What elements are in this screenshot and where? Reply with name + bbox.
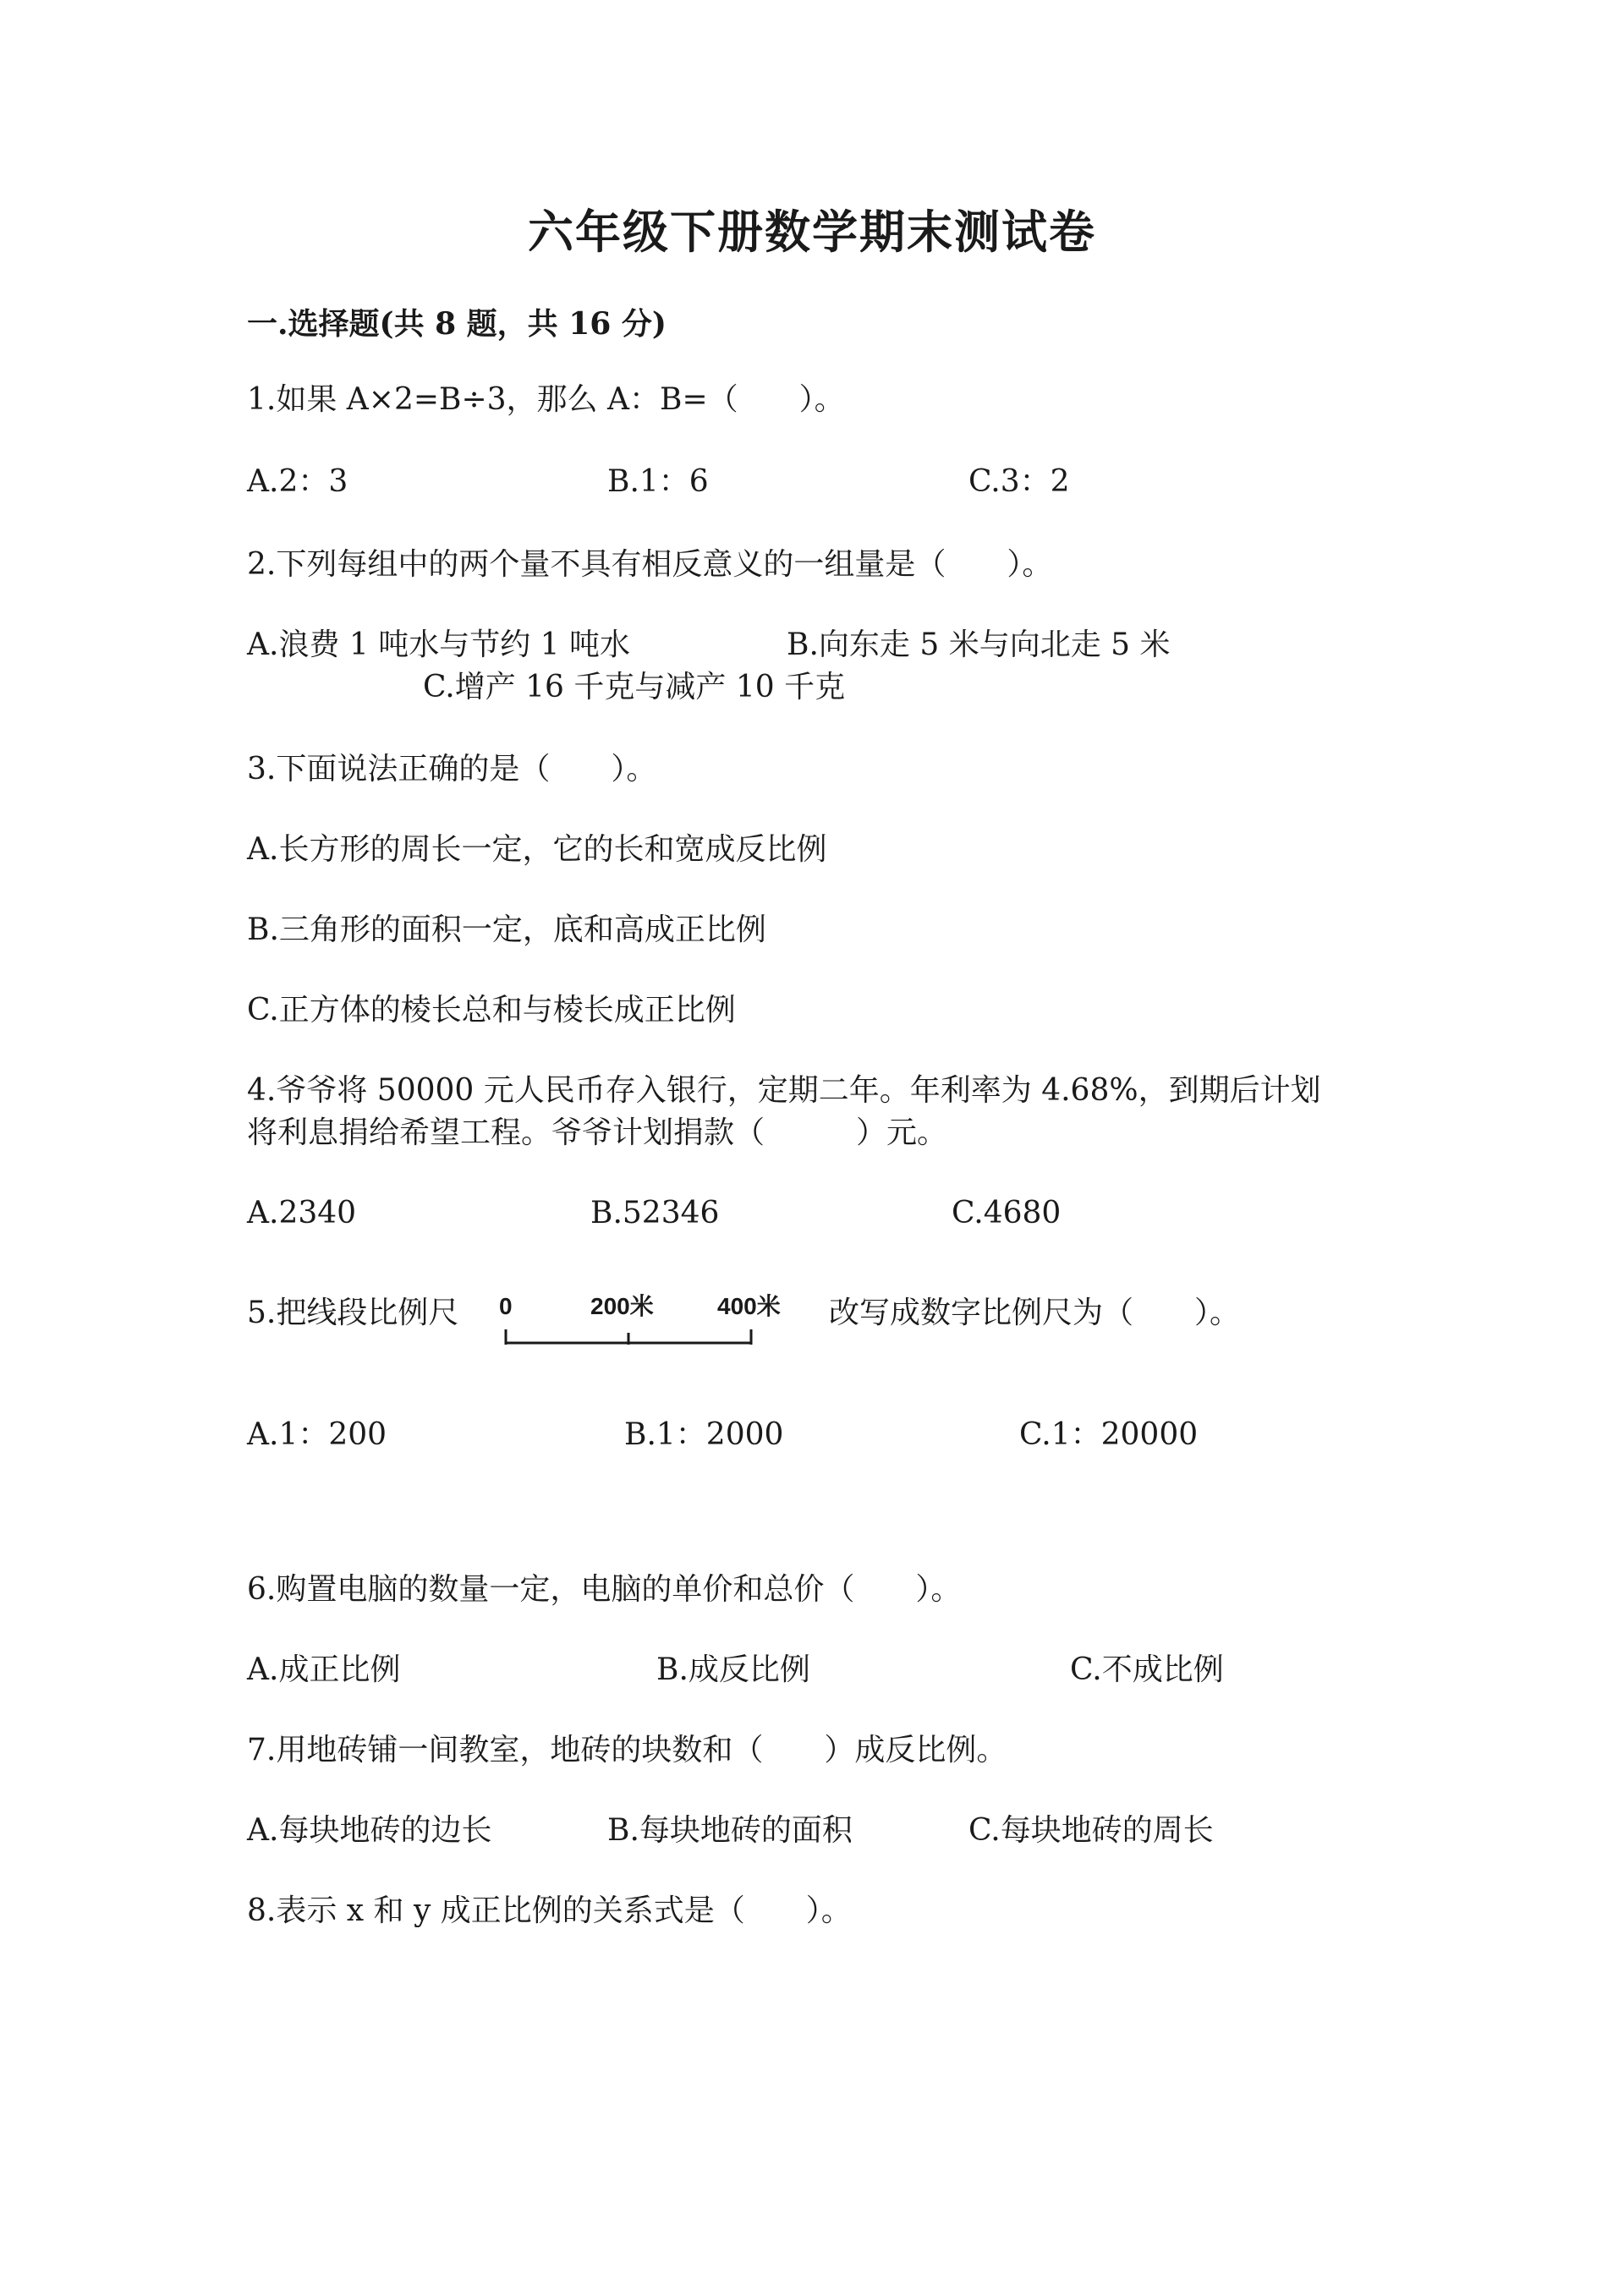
question-number: 8. bbox=[247, 1893, 277, 1928]
question-stem-line-1: 爷爷将 50000 元人民币存入银行，定期二年。年利率为 4.68%，到期后计划 bbox=[276, 1073, 1321, 1108]
option-2c: C.增产 16 千克与减产 10 千克 bbox=[423, 670, 846, 704]
option-3a: A.长方形的周长一定，它的长和宽成反比例 bbox=[247, 832, 827, 867]
question-8 bbox=[247, 1890, 852, 1932]
option-2b: B.向东走 5 米与向北走 5 米 bbox=[787, 627, 1171, 662]
option-7a: A.每块地砖的边长 bbox=[247, 1813, 492, 1848]
question-stem: 用地砖铺一间教室，地砖的块数和（ ）成反比例。 bbox=[276, 1733, 1007, 1767]
scale-label-0: 0 bbox=[499, 1293, 513, 1319]
line-scale-figure bbox=[499, 1287, 804, 1355]
line-scale-svg bbox=[499, 1287, 804, 1355]
scale-label-200: 200米 bbox=[590, 1293, 654, 1319]
option-3c: C.正方体的棱长总和与棱长成正比例 bbox=[247, 993, 736, 1027]
option-7b: B.每块地砖的面积 bbox=[607, 1813, 853, 1848]
option-5c: C.1：20000 bbox=[1019, 1417, 1199, 1452]
question-number: 6. bbox=[247, 1572, 277, 1607]
question-5 bbox=[247, 1292, 458, 1334]
option-5b: B.1：2000 bbox=[624, 1417, 784, 1452]
question-number: 1. bbox=[247, 382, 277, 417]
option-1b: B.1：6 bbox=[607, 464, 709, 499]
question-stem: 下面说法正确的是（ ）。 bbox=[276, 752, 657, 786]
question-4-continued: 将利息捐给希望工程。爷爷计划捐款（ ）元。 bbox=[247, 1115, 948, 1150]
option-6c: C.不成比例 bbox=[1070, 1652, 1224, 1687]
option-5a: A.1：200 bbox=[247, 1417, 387, 1452]
question-number: 5. bbox=[247, 1296, 277, 1330]
question-5-continued: 改写成数字比例尺为（ ）。 bbox=[829, 1296, 1241, 1330]
question-stem: 购置电脑的数量一定，电脑的单价和总价（ ）。 bbox=[276, 1572, 962, 1607]
question-stem: 如果 A×2=B÷3，那么 A：B=（ ）。 bbox=[276, 382, 845, 417]
option-2a: A.浪费 1 吨水与节约 1 吨水 bbox=[247, 627, 631, 662]
question-number: 3. bbox=[247, 752, 277, 786]
question-7 bbox=[247, 1729, 1007, 1772]
option-4b: B.52346 bbox=[590, 1196, 720, 1230]
option-4a: A.2340 bbox=[247, 1196, 357, 1230]
question-3 bbox=[247, 748, 656, 791]
question-stem: 表示 x 和 y 成正比例的关系式是（ ）。 bbox=[276, 1893, 852, 1928]
option-1c: C.3：2 bbox=[968, 464, 1070, 499]
question-number: 4. bbox=[247, 1073, 277, 1108]
page-title: 六年级下册数学期末测试卷 bbox=[528, 205, 1096, 259]
option-3b: B.三角形的面积一定，底和高成正比例 bbox=[247, 912, 766, 947]
question-stem: 下列每组中的两个量不具有相反意义的一组量是（ ）。 bbox=[276, 547, 1053, 582]
option-6b: B.成反比例 bbox=[656, 1652, 810, 1687]
option-7c: C.每块地砖的周长 bbox=[968, 1813, 1214, 1848]
option-4c: C.4680 bbox=[952, 1196, 1062, 1230]
question-stem-before: 把线段比例尺 bbox=[276, 1296, 459, 1330]
option-6a: A.成正比例 bbox=[247, 1652, 401, 1687]
question-number: 2. bbox=[247, 547, 277, 582]
question-1 bbox=[247, 379, 845, 421]
question-number: 7. bbox=[247, 1733, 277, 1767]
scale-label-400: 400米 bbox=[717, 1293, 781, 1319]
option-1a: A.2：3 bbox=[247, 464, 348, 499]
question-2 bbox=[247, 544, 1052, 586]
question-4 bbox=[247, 1070, 1321, 1112]
question-6 bbox=[247, 1569, 961, 1611]
section-heading: 一.选择题(共 8 题，共 16 分) bbox=[247, 306, 667, 342]
